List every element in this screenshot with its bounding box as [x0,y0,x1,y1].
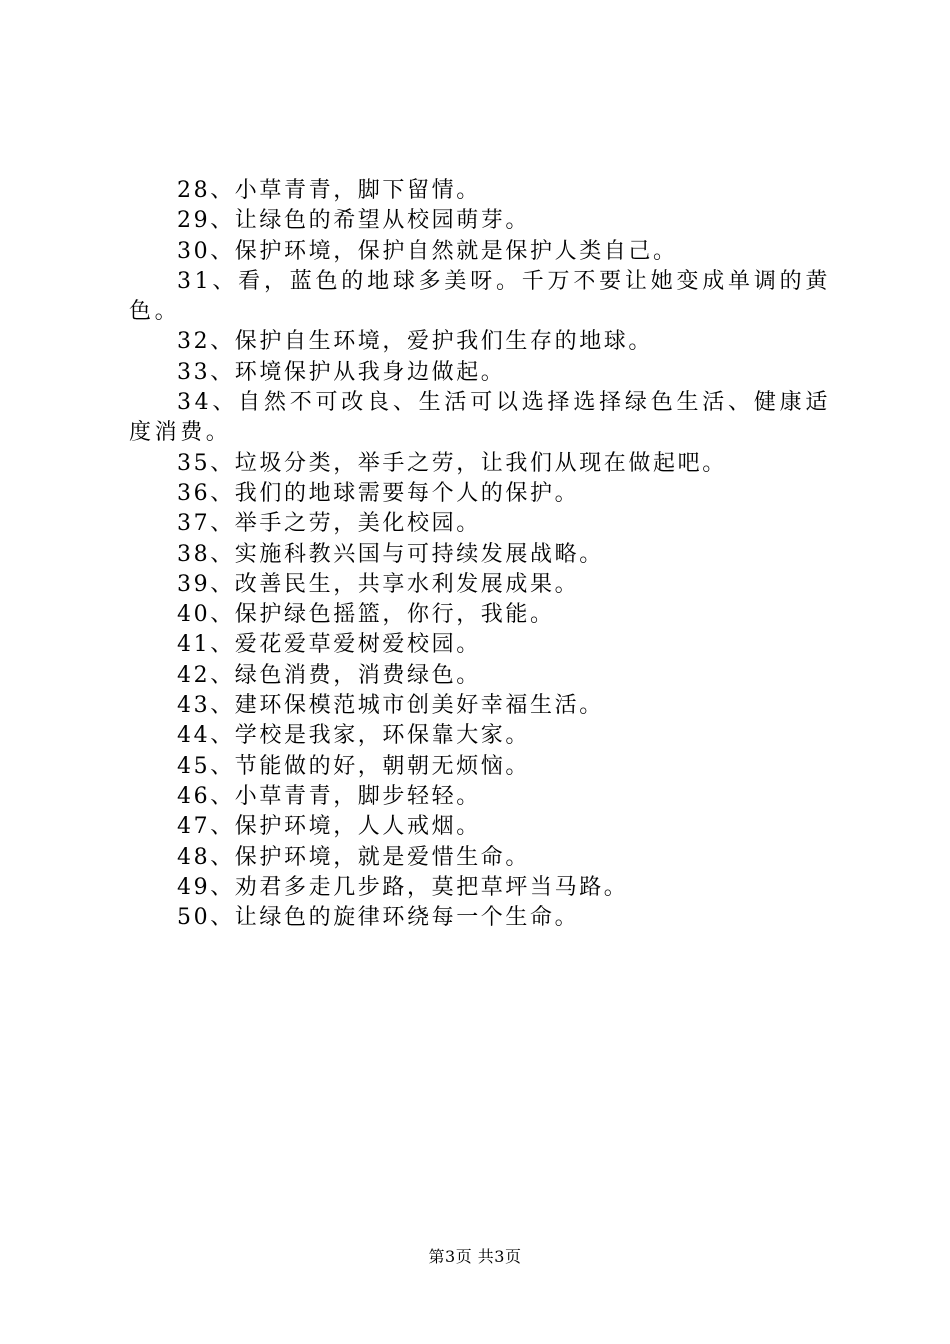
list-item: 46、小草青青，脚步轻轻。 [177,783,481,809]
list-item: 34、自然不可改良、生活可以选择选择绿色生活、健康适度消费。 [129,390,831,446]
list-item: 48、保护环境，就是爱惜生命。 [177,844,530,870]
list-item: 31、看，蓝色的地球多美呀。千万不要让她变成单调的黄色。 [129,268,831,325]
list-item: 39、改善民生，共享水利发展成果。 [177,571,580,597]
list-item: 49、劝君多走几步路，莫把草坪当马路。 [177,874,629,900]
list-item: 44、学校是我家，环保靠大家。 [177,723,530,749]
list-item: 36、我们的地球需要每个人的保护。 [177,480,580,506]
slogan-list [129,176,831,933]
list-item: 43、建环保模范城市创美好幸福生活。 [177,693,604,719]
list-item: 45、节能做的好，朝朝无烦恼。 [177,753,530,779]
list-item: 41、爱花爱草爱树爱校园。 [177,632,481,658]
list-item: 47、保护环境，人人戒烟。 [177,814,481,840]
list-item: 29、让绿色的希望从校园萌芽。 [177,208,530,234]
list-item: 50、让绿色的旋律环绕每一个生命。 [177,905,580,931]
list-item: 37、举手之劳，美化校园。 [177,511,481,537]
list-item: 35、垃圾分类，举手之劳，让我们从现在做起吧。 [177,450,727,476]
list-item: 40、保护绿色摇篮，你行，我能。 [177,602,555,628]
list-item: 28、小草青青，脚下留情。 [177,178,481,203]
list-item: 30、保护环境，保护自然就是保护人类自己。 [177,238,678,264]
list-item: 38、实施科教兴国与可持续发展战略。 [177,541,604,567]
list-item: 42、绿色消费，消费绿色。 [177,662,481,688]
page-number-footer: 第3页 共3页 [428,1247,522,1266]
list-item: 33、环境保护从我身边做起。 [177,359,506,385]
list-item: 32、保护自生环境，爱护我们生存的地球。 [177,329,653,355]
